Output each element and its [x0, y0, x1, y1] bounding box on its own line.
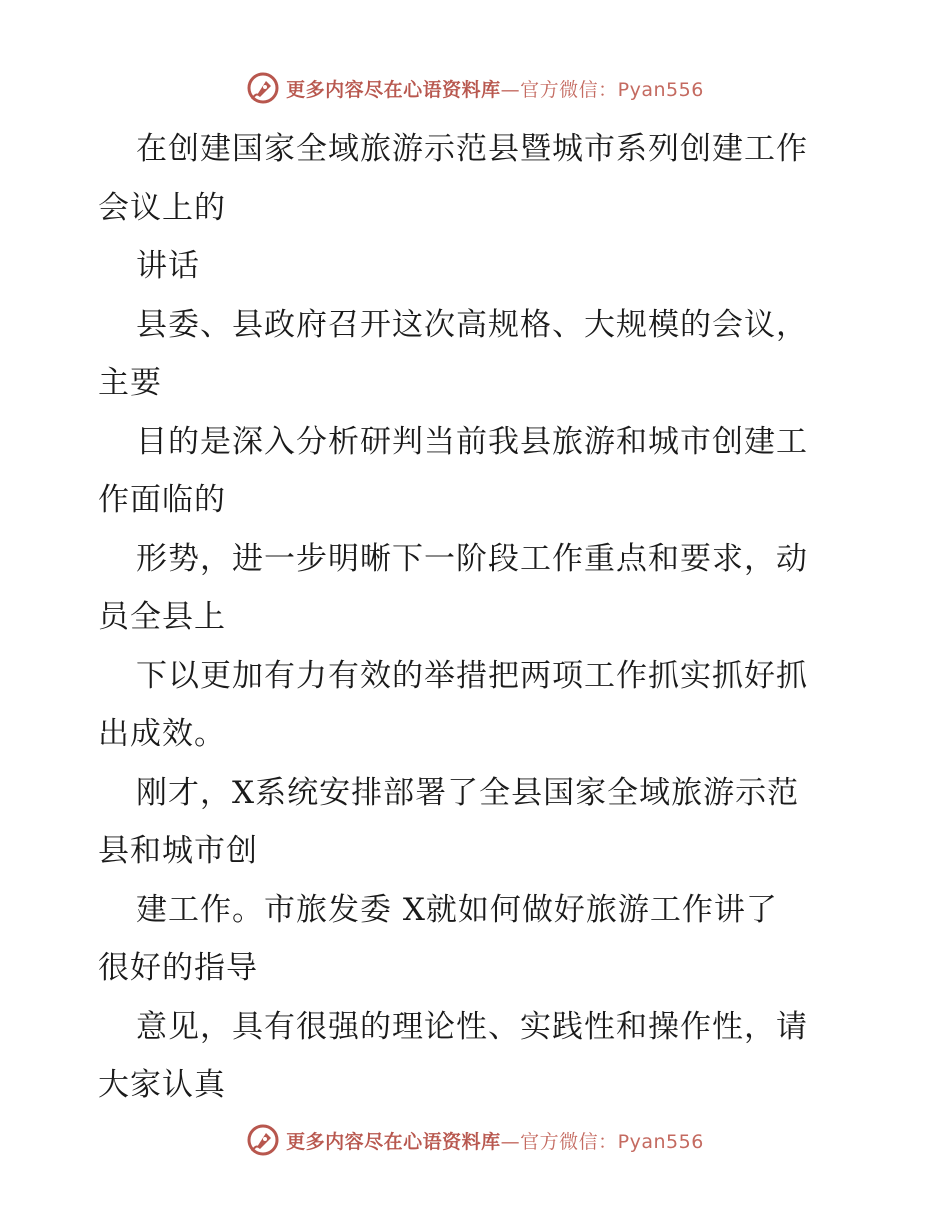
paragraph-line: 主要: [98, 365, 162, 401]
paragraph-line: 意见，具有很强的理论性、实践性和操作性，请: [136, 1008, 808, 1045]
paragraph-line: 形势，进一步明晰下一阶段工作重点和要求，动: [136, 540, 808, 577]
watermark-contact: 官方微信：Pyan556: [520, 1130, 704, 1153]
paragraph-line: 县和城市创: [98, 833, 258, 869]
paragraph-line: 讲话: [136, 248, 200, 284]
pen-nib-logo-icon: [246, 71, 280, 105]
document-body: [98, 120, 858, 1115]
watermark-brand: 更多内容尽在心语资料库: [286, 1130, 501, 1153]
paragraph-line: 作面临的: [98, 482, 226, 518]
paragraph-line: 会议上的: [98, 189, 226, 226]
paragraph-line: 大家认真: [98, 1067, 226, 1103]
watermark-text: [286, 1127, 704, 1154]
paragraph-line: 很好的指导: [98, 950, 258, 986]
watermark-text: [286, 75, 704, 102]
watermark-contact: 官方微信：Pyan556: [520, 78, 704, 101]
paragraph-line: 出成效。: [98, 716, 226, 752]
paragraph-line: 下以更加有力有效的举措把两项工作抓实抓好抓: [136, 657, 808, 694]
footer-watermark: [0, 1120, 950, 1160]
paragraph-line: 在创建国家全域旅游示范县暨城市系列创建工作: [136, 131, 808, 167]
paragraph-line: 建工作。市旅发委 X就如何做好旅游工作讲了: [136, 891, 778, 928]
pen-nib-logo-icon: [246, 1123, 280, 1157]
watermark-separator: —: [500, 78, 521, 101]
paragraph-line: 目的是深入分析研判当前我县旅游和城市创建工: [136, 423, 808, 460]
header-watermark: [0, 68, 950, 108]
watermark-separator: —: [500, 1130, 521, 1153]
paragraph-line: 刚才，X系统安排部署了全县国家全域旅游示范: [136, 774, 800, 811]
watermark-brand: 更多内容尽在心语资料库: [286, 78, 501, 101]
paragraph-line: 县委、县政府召开这次高规格、大规模的会议，: [136, 306, 808, 343]
paragraph-line: 员全县上: [98, 599, 226, 635]
